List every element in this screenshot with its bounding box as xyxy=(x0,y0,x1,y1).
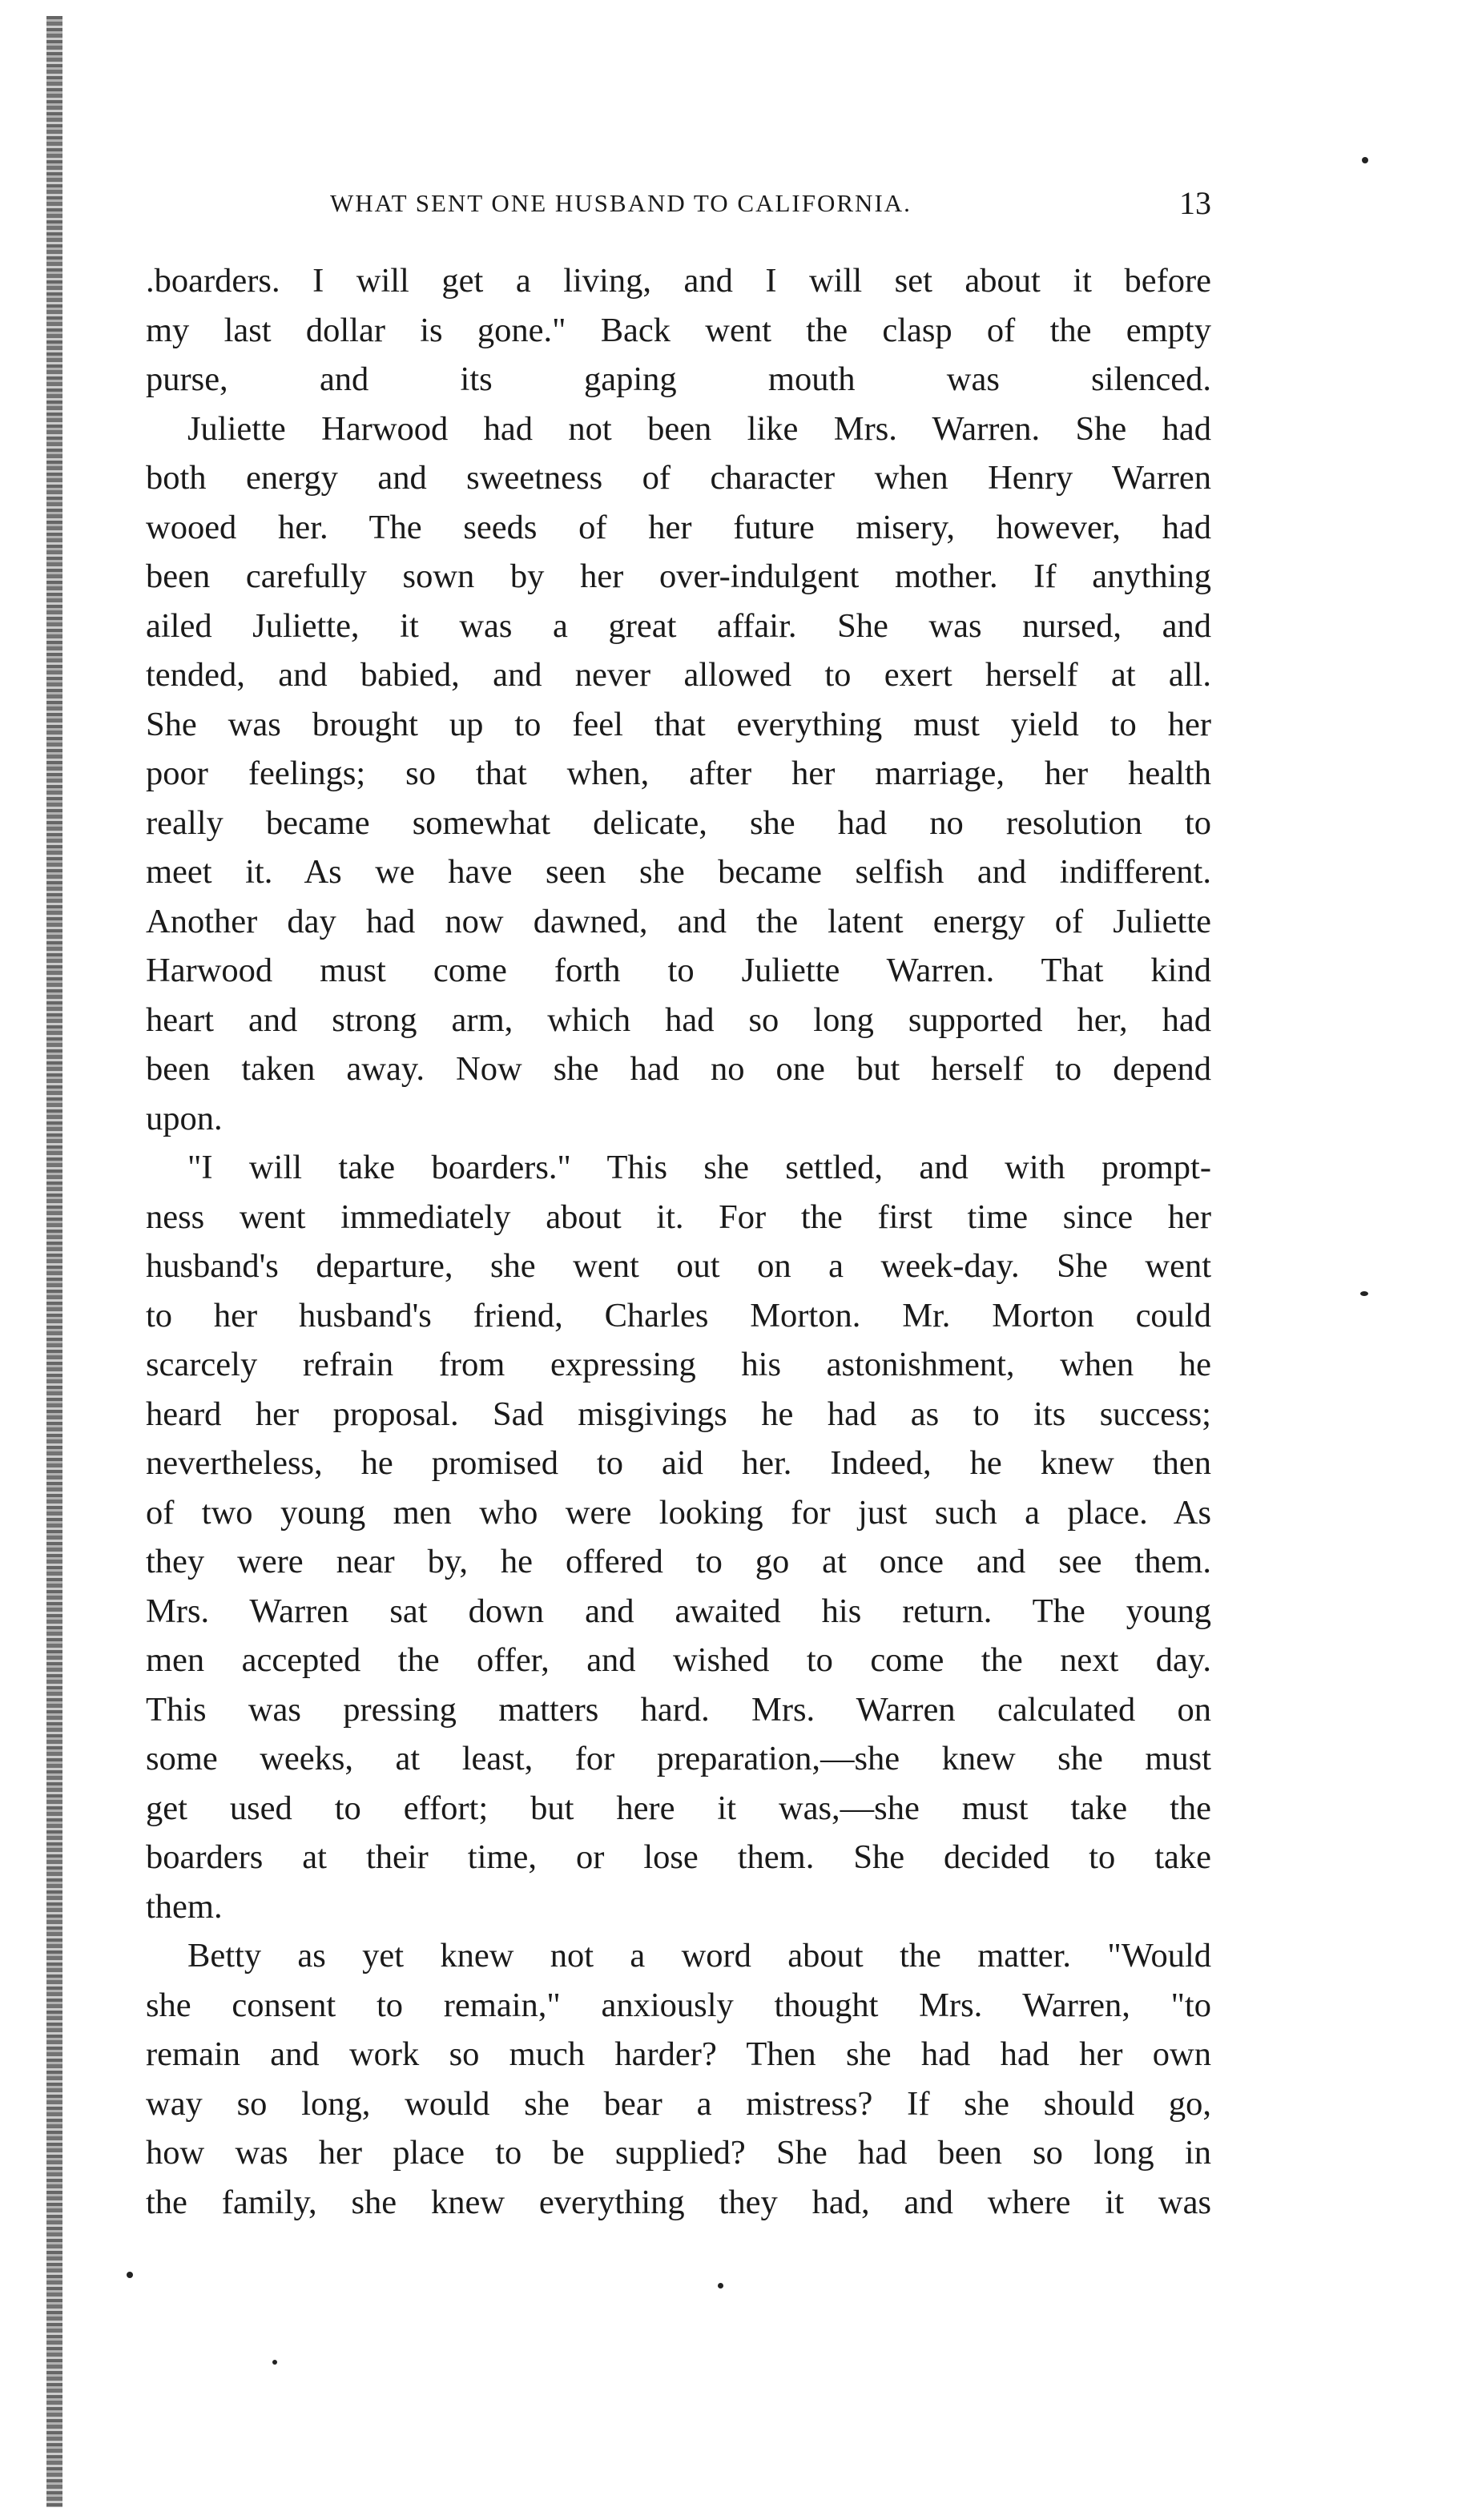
text-line: been taken away. Now she had no one but herself to depend xyxy=(146,1050,1211,1088)
text-line: Mrs. Warren sat down and awaited his return. The young xyxy=(146,1592,1211,1630)
text-line: She was brought up to feel that everything must yield to her xyxy=(146,705,1211,743)
text-line: heard her proposal. Sad misgivings he had as to its success; xyxy=(146,1395,1211,1433)
text-line: the family, she knew everything they had, and where it was xyxy=(146,2183,1211,2221)
text-line: them. xyxy=(146,1887,223,1926)
paragraph xyxy=(146,405,1211,1144)
running-head: WHAT SENT ONE HUSBAND TO CALIFORNIA. xyxy=(330,189,912,217)
text-line: poor feelings; so that when, after her marriage, her health xyxy=(146,755,1211,792)
paragraph xyxy=(146,256,1211,405)
text-line: wooed her. The seeds of her future misery, however, had xyxy=(146,508,1211,546)
text-line: "I will take boarders." This she settled, and with prompt- xyxy=(187,1149,1211,1186)
text-line: husband's departure, she went out on a week-day. She went xyxy=(146,1247,1211,1285)
text-line: nevertheless, he promised to aid her. Indeed, he knew then xyxy=(146,1444,1211,1482)
text-line: tended, and babied, and never allowed to exert herself at all. xyxy=(146,656,1211,694)
text-line: get used to effort; but here it was,—she must take the xyxy=(146,1789,1211,1827)
text-line: meet it. As we have seen she became selfish and indifferent. xyxy=(146,853,1211,891)
text-line: .boarders. I will get a living, and I will set about it before xyxy=(146,262,1211,300)
text-line: of two young men who were looking for just such a place. As xyxy=(146,1493,1211,1532)
text-line: upon. xyxy=(146,1099,223,1137)
text-line: heart and strong arm, which had so long supported her, had xyxy=(146,1000,1211,1039)
text-line: some weeks, at least, for preparation,—she knew she must xyxy=(146,1740,1211,1777)
text-line: Another day had now dawned, and the latent energy of Juliette xyxy=(146,902,1211,940)
page-header xyxy=(146,185,1211,237)
page-binding-edge xyxy=(46,16,62,2507)
text-line: really became somewhat delicate, she had no resolution to xyxy=(146,803,1211,842)
text-line: Harwood must come forth to Juliette Warren. That kind xyxy=(146,952,1211,989)
text-line: how was her place to be supplied? She had been so long in xyxy=(146,2134,1211,2172)
text-line: This was pressing matters hard. Mrs. Warren calculated on xyxy=(146,1690,1211,1729)
text-line: scarcely refrain from expressing his astonishment, when he xyxy=(146,1346,1211,1383)
text-line: to her husband's friend, Charles Morton. Mr. Morton could xyxy=(146,1296,1211,1334)
ink-speck xyxy=(718,2283,723,2289)
paragraph xyxy=(146,1931,1211,2227)
page-number: 13 xyxy=(1179,185,1211,221)
text-line: my last dollar is gone." Back went the clasp of the empty xyxy=(146,311,1211,349)
text-line: men accepted the offer, and wished to come the next day. xyxy=(146,1641,1211,1679)
text-line: way so long, would she bear a mistress? If she should go, xyxy=(146,2084,1211,2123)
text-line: both energy and sweetness of character when Henry Warren xyxy=(146,459,1211,497)
ink-speck xyxy=(1360,1291,1368,1296)
text-line: purse, and its gaping mouth was silenced. xyxy=(146,360,1211,398)
text-line: been carefully sown by her over-indulgent mother. If anything xyxy=(146,558,1211,595)
paragraph xyxy=(146,1143,1211,1931)
text-line: Juliette Harwood had not been like Mrs. Warren. She had xyxy=(187,409,1211,448)
body-text xyxy=(146,256,1211,2227)
ink-speck xyxy=(127,2272,133,2278)
text-line: ailed Juliette, it was a great affair. She was nursed, and xyxy=(146,606,1211,645)
text-line: ness went immediately about it. For the first time since her xyxy=(146,1198,1211,1236)
text-line: boarders at their time, or lose them. She decided to take xyxy=(146,1838,1211,1876)
text-line: remain and work so much harder? Then she had had her own xyxy=(146,2035,1211,2073)
text-line: they were near by, he offered to go at once and see them. xyxy=(146,1543,1211,1580)
ink-speck xyxy=(272,2360,277,2365)
text-line: she consent to remain," anxiously thought Mrs. Warren, "to xyxy=(146,1986,1211,2024)
text-line: Betty as yet knew not a word about the matter. "Would xyxy=(187,1937,1211,1975)
ink-speck xyxy=(1362,157,1368,163)
